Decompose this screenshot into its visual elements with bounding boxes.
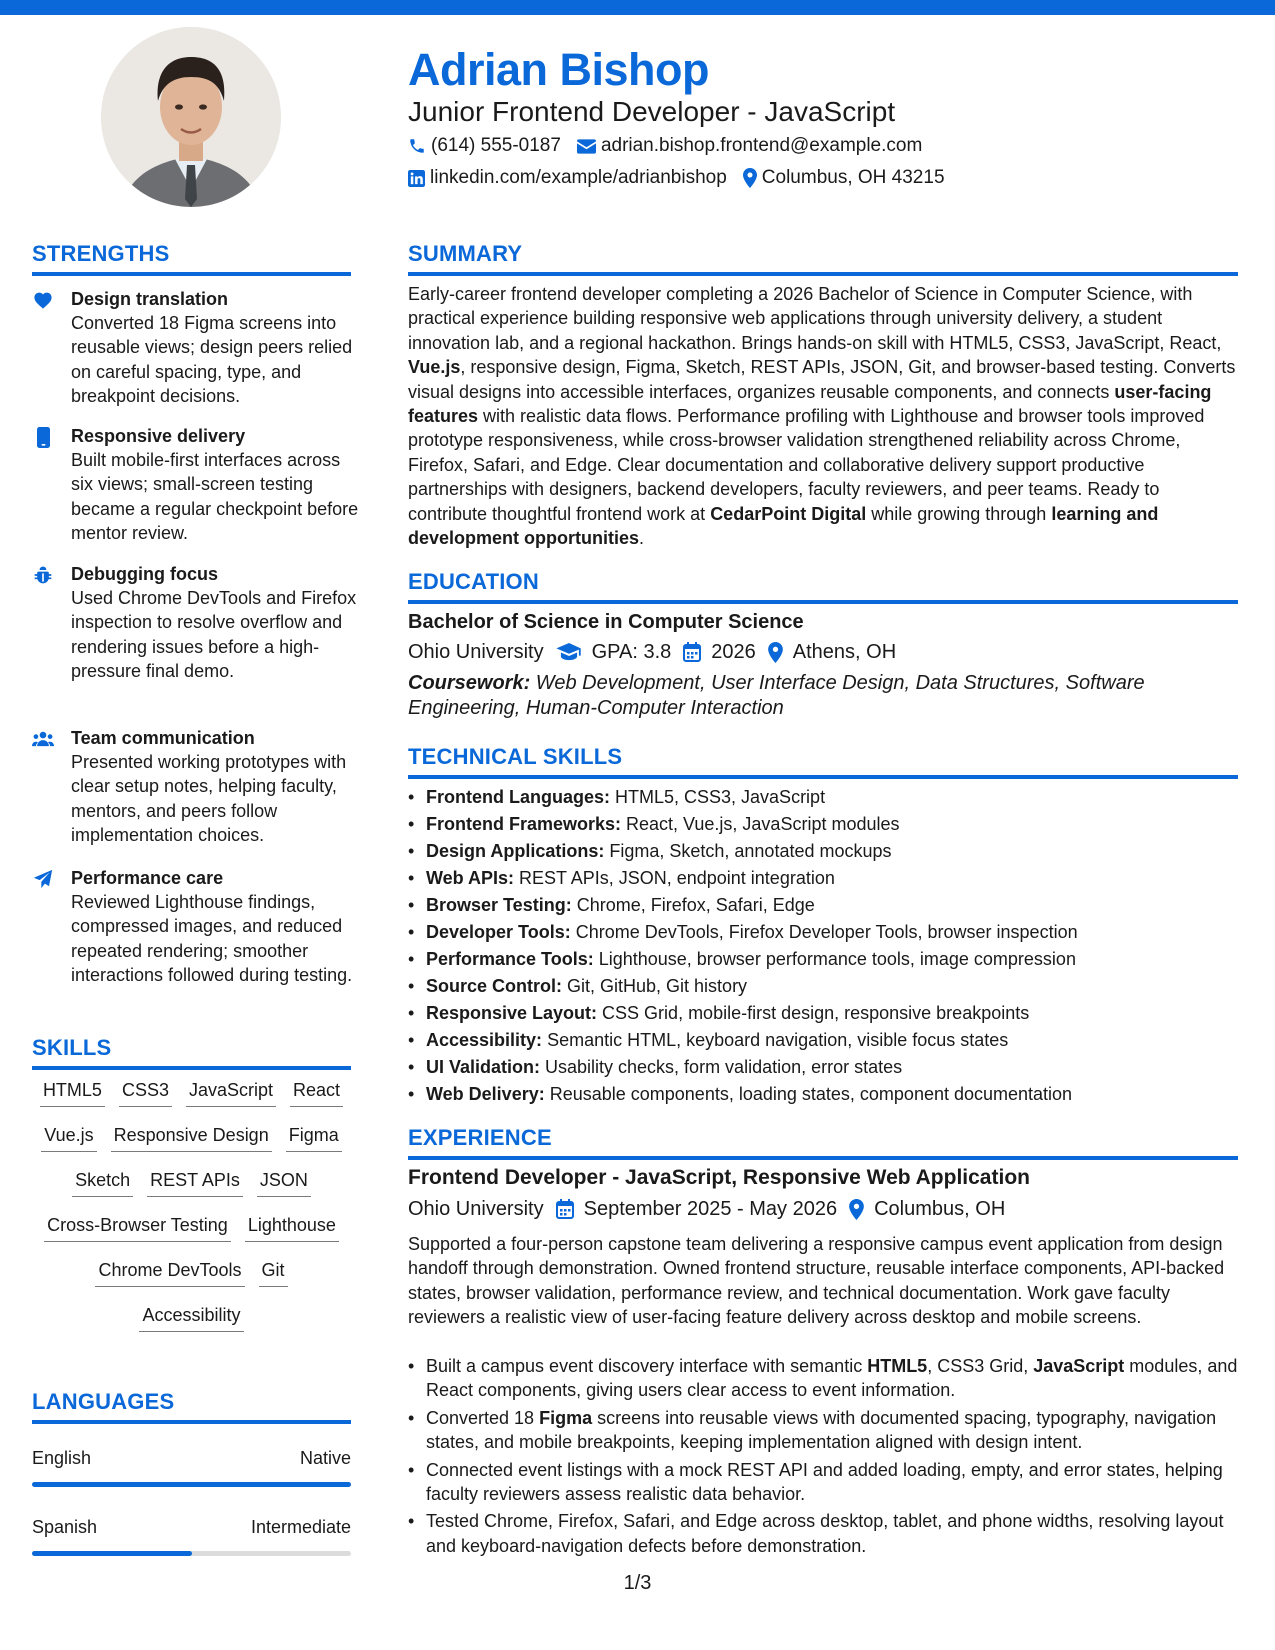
- coursework-list: Web Development, User Interface Design, Data Structures, Software Engineering, Human-Computer Interaction: [408, 672, 1145, 719]
- phone-icon: [408, 137, 426, 155]
- skill-tag: HTML5: [40, 1078, 105, 1107]
- profile-photo: [101, 27, 281, 207]
- skill-row: [32, 1213, 351, 1258]
- calendar-icon: [556, 1199, 574, 1219]
- technical-skills-heading: TECHNICAL SKILLS: [408, 744, 623, 769]
- language-name: English: [32, 1448, 92, 1468]
- email-contact[interactable]: [577, 133, 922, 159]
- skill-category: Design Applications:: [426, 841, 605, 861]
- skill-values: React, Vue.js, JavaScript modules: [621, 814, 900, 834]
- language-proficiency-fill: [32, 1551, 192, 1556]
- list-item: [408, 1027, 1238, 1054]
- skill-tag: Cross-Browser Testing: [44, 1213, 231, 1242]
- strength-title: Debugging focus: [71, 564, 218, 584]
- skill-tag: Figma: [286, 1123, 342, 1152]
- skill-category: Web Delivery:: [426, 1084, 545, 1104]
- list-item: [408, 973, 1238, 1000]
- skill-row: [32, 1258, 351, 1303]
- school-location: Athens, OH: [792, 641, 897, 663]
- bullet-text: Connected event listings with a mock REST API and added loading, empty, and error states, helping faculty reviewers assess realistic data behavior.: [426, 1459, 1223, 1505]
- page-number: 1/3: [623, 1572, 652, 1594]
- bullet-emphasis: JavaScript: [1033, 1356, 1125, 1376]
- school-name: Ohio University: [408, 641, 544, 663]
- language-level: Native: [299, 1448, 351, 1468]
- summary-text: [408, 282, 1238, 550]
- strength-title: Responsive delivery: [71, 426, 246, 446]
- skill-row: [32, 1078, 351, 1123]
- bullet-emphasis: HTML5: [867, 1356, 928, 1376]
- experience-meta: [408, 1196, 1005, 1222]
- skill-tag: Sketch: [72, 1168, 133, 1197]
- list-item: [408, 946, 1238, 973]
- candidate-name: Adrian Bishop: [408, 44, 710, 95]
- skills-heading: SKILLS: [32, 1035, 112, 1060]
- language-level: Intermediate: [250, 1517, 351, 1537]
- bullet-emphasis: Figma: [539, 1407, 593, 1428]
- list-item: [408, 1054, 1238, 1081]
- skill-tag: REST APIs: [147, 1168, 243, 1197]
- map-pin-icon: [849, 1199, 864, 1220]
- experience-org: Ohio University: [408, 1198, 544, 1220]
- strength-description: Built mobile-first interfaces across six views; small-screen testing became a regular checkpoint before mentor review.: [71, 450, 359, 544]
- linkedin-text: linkedin.com/example/adrianbishop: [430, 167, 727, 188]
- skill-tag: CSS3: [119, 1078, 172, 1107]
- skill-values: Semantic HTML, keyboard navigation, visible focus states: [542, 1030, 1009, 1050]
- summary-run: .: [639, 528, 645, 549]
- contact-row-2: [408, 165, 961, 191]
- paper-plane-icon: [32, 868, 54, 890]
- strength-description: Presented working prototypes with clear setup notes, helping faculty, mentors, and peers follow implementation choices.: [71, 752, 347, 846]
- heart-icon: [32, 289, 54, 311]
- mobile-icon: [32, 426, 54, 448]
- gpa: GPA: 3.8: [591, 641, 672, 663]
- skill-tag: Lighthouse: [245, 1213, 339, 1242]
- location-text: Columbus, OH 43215: [761, 167, 945, 188]
- envelope-icon: [577, 139, 596, 154]
- skill-tag: Responsive Design: [111, 1123, 272, 1152]
- list-item: [408, 1458, 1238, 1507]
- phone-text: (614) 555-0187: [431, 135, 561, 156]
- technical-skills-rule: [408, 775, 1238, 779]
- strengths-rule: [32, 272, 351, 276]
- list-item: [408, 1000, 1238, 1027]
- summary-run: with realistic data flows. Performance profiling with Lighthouse and browser tools improved prototype responsiveness, while cross-browser validation strengthened reliability across Chrome, Firefox, Safari, and Edge. Clear documentation and collaborative delivery support productive partnerships with designers, backend developers, faculty reviewers, and peer teams. Ready to contribute thoughtful frontend work at: [408, 406, 1205, 524]
- skill-values: Chrome, Firefox, Safari, Edge: [571, 895, 815, 915]
- skill-row: [32, 1123, 351, 1168]
- bullet-text: , CSS3 Grid,: [927, 1356, 1034, 1376]
- skill-row: [32, 1168, 351, 1213]
- skill-category: Browser Testing:: [426, 895, 572, 915]
- users-icon: [32, 728, 54, 750]
- calendar-icon: [683, 642, 701, 662]
- strength-title: Performance care: [71, 868, 224, 888]
- skill-tag: JSON: [257, 1168, 311, 1197]
- skill-category: Frontend Frameworks:: [426, 814, 622, 834]
- experience-description: Supported a four-person capstone team delivering a responsive campus event application from design handoff through demonstration. Owned frontend structure, reusable interface components, API-backed states, browser validation, performance review, and technical documentation. Work gave faculty reviewers a realistic view of user-facing feature delivery across desktop and mobile screens.: [408, 1234, 1225, 1328]
- experience-location: Columbus, OH: [874, 1198, 1006, 1220]
- summary-emphasis: Vue.js: [408, 357, 461, 378]
- language-name: Spanish: [32, 1517, 98, 1537]
- list-item: [408, 811, 1238, 838]
- top-accent-bar: [0, 0, 1275, 15]
- email-text: adrian.bishop.frontend@example.com: [600, 135, 923, 156]
- experience-dates: September 2025 - May 2026: [583, 1198, 838, 1220]
- skill-tag: JavaScript: [186, 1078, 276, 1107]
- list-item: [408, 1354, 1238, 1403]
- bullet-text: modules, and React components, giving users clear access to event information.: [426, 1356, 1238, 1401]
- strength-title: Team communication: [71, 728, 255, 748]
- summary-run: Early-career frontend developer completing a 2026 Bachelor of Science in Computer Science, with practical experience building responsive web applications through university delivery, a student innovation lab, and a regional hackathon. Brings hands-on skill with HTML5, CSS3, JavaScript, React,: [408, 284, 1222, 353]
- skill-tag: Accessibility: [139, 1303, 243, 1332]
- skills-rule: [32, 1066, 351, 1070]
- skill-tag: Chrome DevTools: [95, 1258, 244, 1287]
- skill-category: Responsive Layout:: [426, 1003, 598, 1023]
- skill-tag: React: [290, 1078, 343, 1107]
- language-proficiency-bar: [32, 1482, 351, 1487]
- bullet-text: Tested Chrome, Firefox, Safari, and Edge across desktop, tablet, and phone widths, resolving layout and keyboard-navigation defects before demonstration.: [426, 1511, 1224, 1556]
- language-proficiency-bar: [32, 1551, 351, 1556]
- location-contact: [743, 165, 945, 191]
- list-item: [408, 784, 1238, 811]
- graduation-cap-icon: [556, 643, 582, 661]
- strength-description: Used Chrome DevTools and Firefox inspection to resolve overflow and rendering issues before a high-pressure final demo.: [71, 588, 357, 682]
- linkedin-contact[interactable]: [408, 165, 727, 191]
- skill-category: UI Validation:: [426, 1057, 541, 1077]
- skill-values: CSS Grid, mobile-first design, responsive breakpoints: [597, 1003, 1030, 1023]
- summary-emphasis: CedarPoint Digital: [710, 503, 867, 524]
- experience-rule: [408, 1156, 1238, 1160]
- bullet-text: Converted 18: [426, 1407, 540, 1428]
- skill-category: Frontend Languages:: [426, 787, 610, 807]
- list-item: [408, 919, 1238, 946]
- bullet-text: Built a campus event discovery interface with semantic: [426, 1356, 868, 1376]
- education-heading: EDUCATION: [408, 569, 539, 594]
- skill-values: Chrome DevTools, Firefox Developer Tools, browser inspection: [570, 922, 1078, 942]
- summary-emphasis: user-facing features: [408, 381, 1212, 427]
- skill-category: Web APIs:: [426, 868, 515, 888]
- skill-values: HTML5, CSS3, JavaScript: [610, 787, 826, 807]
- map-pin-icon: [743, 168, 757, 188]
- education-meta: [408, 639, 896, 665]
- strength-description: Converted 18 Figma screens into reusable views; design peers relied on careful spacing, type, and breakpoint decisions.: [71, 313, 353, 407]
- skill-tag: Git: [259, 1258, 288, 1287]
- language-proficiency-fill: [32, 1482, 351, 1487]
- experience-heading: EXPERIENCE: [408, 1125, 552, 1150]
- list-item: [408, 1406, 1238, 1455]
- strength-title: Design translation: [71, 289, 229, 309]
- bullet-text: screens into reusable views with documented spacing, typography, navigation states, and mobile breakpoints, keeping implementation aligned with design intent.: [426, 1407, 1217, 1453]
- skill-values: REST APIs, JSON, endpoint integration: [514, 868, 835, 888]
- summary-run: , responsive design, Figma, Sketch, REST APIs, JSON, Git, and browser-based testing. Converts visual designs into accessible interfaces, organizes reusable components, and connects: [408, 357, 1236, 402]
- experience-role: Frontend Developer - JavaScript, Responsive Web Application: [408, 1166, 1030, 1189]
- strengths-heading: STRENGTHS: [32, 241, 170, 266]
- contact-row-1: [408, 133, 938, 159]
- skill-values: Git, GitHub, Git history: [562, 976, 748, 996]
- bug-icon: [32, 564, 54, 586]
- summary-run: while growing through: [866, 503, 1052, 524]
- summary-rule: [408, 272, 1238, 276]
- map-pin-icon: [768, 642, 783, 663]
- technical-skills-list: [408, 784, 1238, 1108]
- degree-title: Bachelor of Science in Computer Science: [408, 611, 804, 633]
- coursework: [408, 671, 1238, 720]
- languages-rule: [32, 1420, 351, 1424]
- list-item: [408, 838, 1238, 865]
- strength-description: Reviewed Lighthouse findings, compressed images, and reduced repeated rendering; smoother interactions followed during testing.: [71, 892, 353, 986]
- skill-tag: Vue.js: [41, 1123, 96, 1152]
- linkedin-icon: [408, 170, 425, 187]
- graduation-year: 2026: [711, 641, 756, 663]
- skill-values: Figma, Sketch, annotated mockups: [604, 841, 892, 861]
- phone-contact[interactable]: [408, 133, 561, 159]
- skill-row: [32, 1303, 351, 1348]
- skill-values: Reusable components, loading states, component documentation: [544, 1084, 1073, 1104]
- list-item: [408, 865, 1238, 892]
- skill-category: Accessibility:: [426, 1030, 543, 1050]
- list-item: [408, 1509, 1238, 1558]
- skill-category: Performance Tools:: [426, 949, 594, 969]
- education-rule: [408, 600, 1238, 604]
- skill-category: Source Control:: [426, 976, 563, 996]
- list-item: [408, 1081, 1238, 1108]
- skill-category: Developer Tools:: [426, 922, 571, 942]
- summary-emphasis: learning and development opportunities: [408, 503, 1159, 549]
- languages-heading: LANGUAGES: [32, 1389, 175, 1414]
- skill-values: Lighthouse, browser performance tools, image compression: [593, 949, 1076, 969]
- summary-heading: SUMMARY: [408, 241, 523, 266]
- job-title: Junior Frontend Developer - JavaScript: [408, 96, 896, 127]
- skills-tags: [32, 1078, 351, 1348]
- skill-values: Usability checks, form validation, error states: [540, 1057, 903, 1077]
- coursework-label: Coursework:: [408, 672, 531, 694]
- experience-bullets: [408, 1354, 1238, 1561]
- list-item: [408, 892, 1238, 919]
